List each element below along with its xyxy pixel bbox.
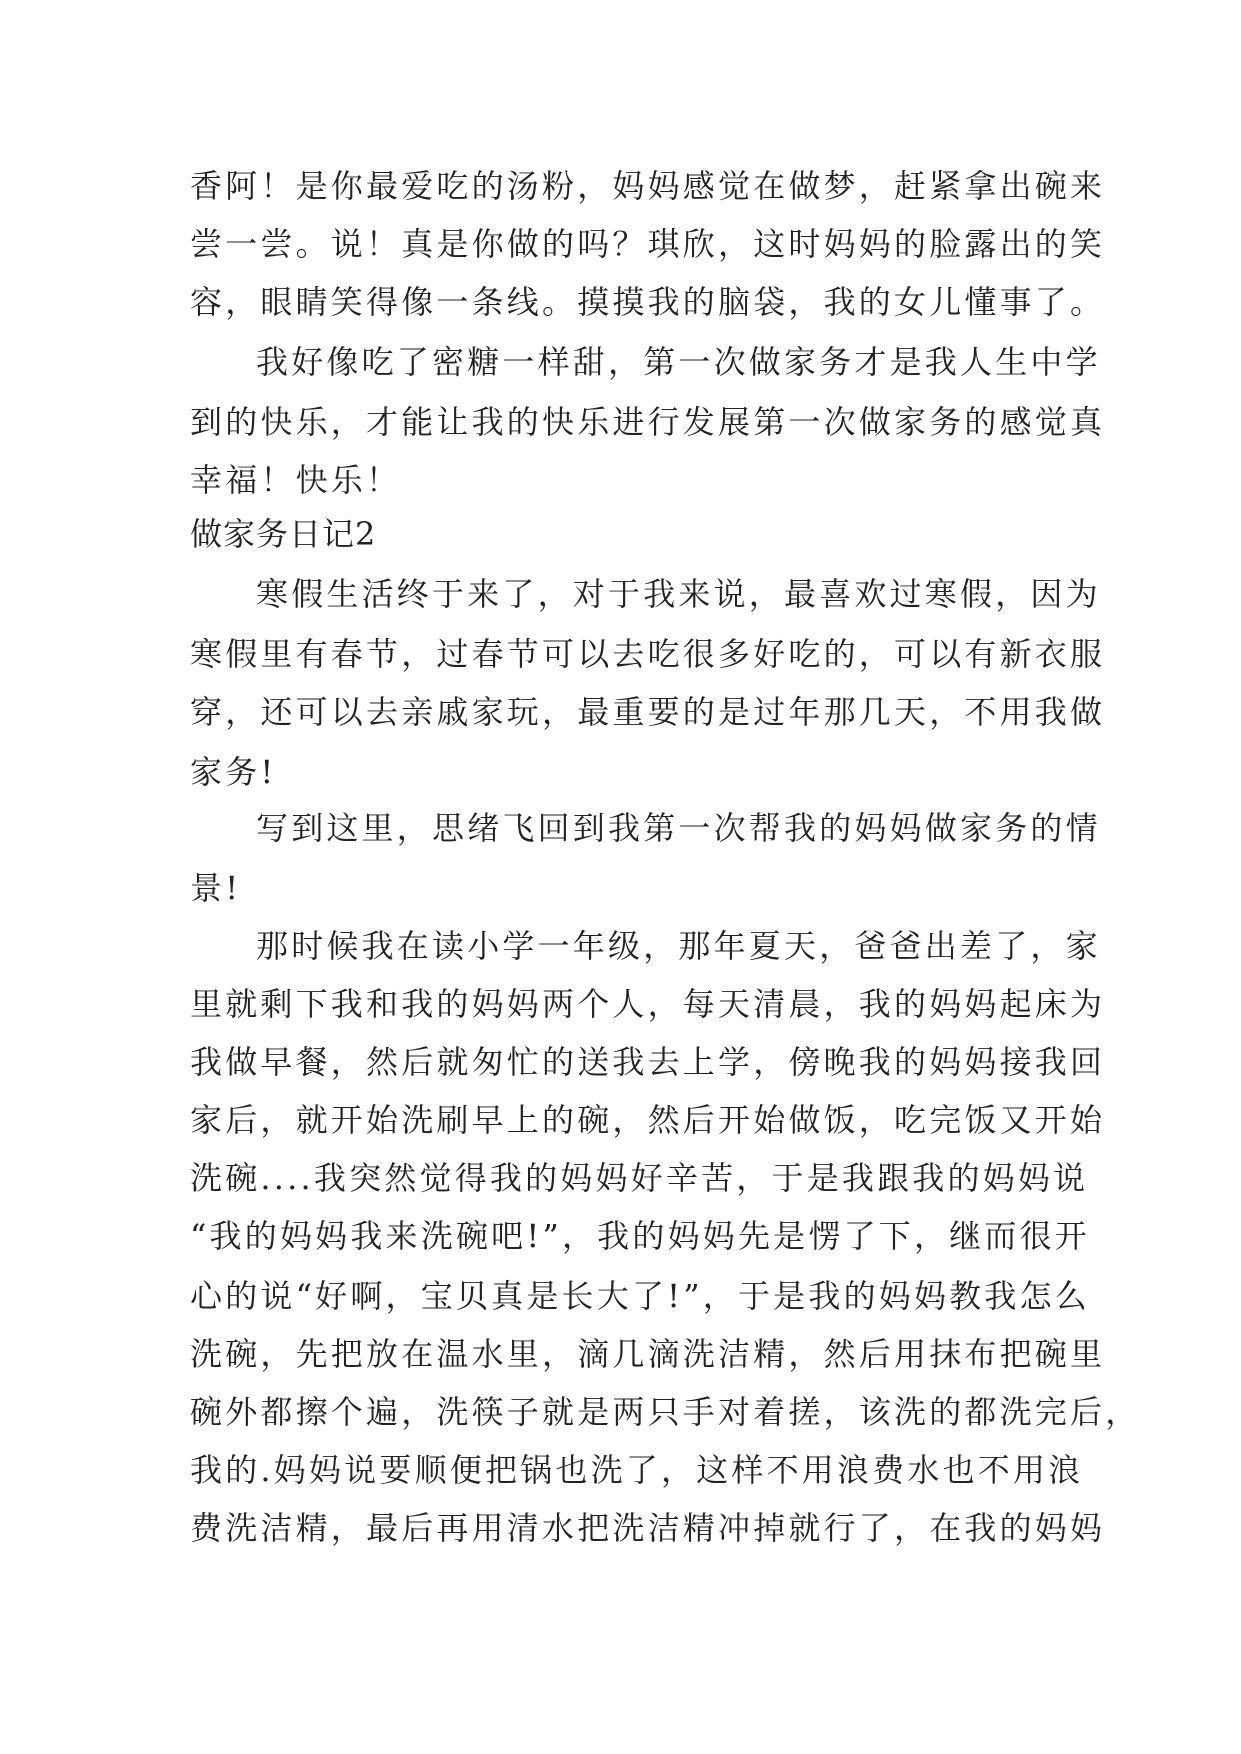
- paragraph-line: 穿，还可以去亲戚家玩，最重要的是过年那几天，不用我做: [190, 693, 1106, 731]
- paragraph-line: 里就剩下我和我的妈妈两个人，每天清晨，我的妈妈起床为: [190, 985, 1106, 1023]
- paragraph-line: “我的妈妈我来洗碗吧!”，我的妈妈先是愣了下，继而很开: [190, 1217, 1090, 1255]
- paragraph-line: 到的快乐，才能让我的快乐进行发展第一次做家务的感觉真: [190, 403, 1106, 441]
- paragraph-line: 洗碗....我突然觉得我的妈妈好辛苦，于是我跟我的妈妈说: [190, 1159, 1089, 1197]
- paragraph-line: 我好像吃了密糖一样甜，第一次做家务才是我人生中学: [256, 343, 1101, 381]
- paragraph-line: 幸福！快乐！: [190, 461, 402, 499]
- paragraph-line: 写到这里，思绪飞回到我第一次帮我的妈妈做家务的情: [256, 809, 1101, 847]
- paragraph-line: 容，眼睛笑得像一条线。摸摸我的脑袋，我的女儿懂事了。: [190, 283, 1106, 321]
- paragraph-line: 香阿！是你最爱吃的汤粉，妈妈感觉在做梦，赶紧拿出碗来: [190, 167, 1106, 205]
- paragraph-line: 碗外都擦个遍，洗筷子就是两只手对着搓，该洗的都洗完后，: [190, 1393, 1141, 1431]
- paragraph-line: 洗碗，先把放在温水里，滴几滴洗洁精，然后用抹布把碗里: [190, 1335, 1106, 1373]
- paragraph-line: 寒假里有春节，过春节可以去吃很多好吃的，可以有新衣服: [190, 635, 1106, 673]
- paragraph-line: 费洗洁精，最后再用清水把洗洁精冲掉就行了，在我的妈妈: [190, 1509, 1106, 1547]
- paragraph-line: 家务!: [190, 753, 277, 791]
- paragraph-line: 那时候我在读小学一年级，那年夏天，爸爸出差了，家: [256, 927, 1101, 965]
- paragraph-line: 我的.妈妈说要顺便把锅也洗了，这样不用浪费水也不用浪: [190, 1451, 1084, 1489]
- paragraph-line: 景!: [190, 869, 242, 907]
- section-heading: 做家务日记2: [190, 515, 377, 553]
- paragraph-line: 家后，就开始洗刷早上的碗，然后开始做饭，吃完饭又开始: [190, 1101, 1106, 1139]
- paragraph-line: 我做早餐，然后就匆忙的送我去上学，傍晚我的妈妈接我回: [190, 1043, 1106, 1081]
- paragraph-line: 尝一尝。说！真是你做的吗？琪欣，这时妈妈的脸露出的笑: [190, 225, 1106, 263]
- paragraph-line: 寒假生活终于来了，对于我来说，最喜欢过寒假，因为: [256, 575, 1101, 613]
- paragraph-line: 心的说“好啊，宝贝真是长大了!”，于是我的妈妈教我怎么: [190, 1277, 1090, 1315]
